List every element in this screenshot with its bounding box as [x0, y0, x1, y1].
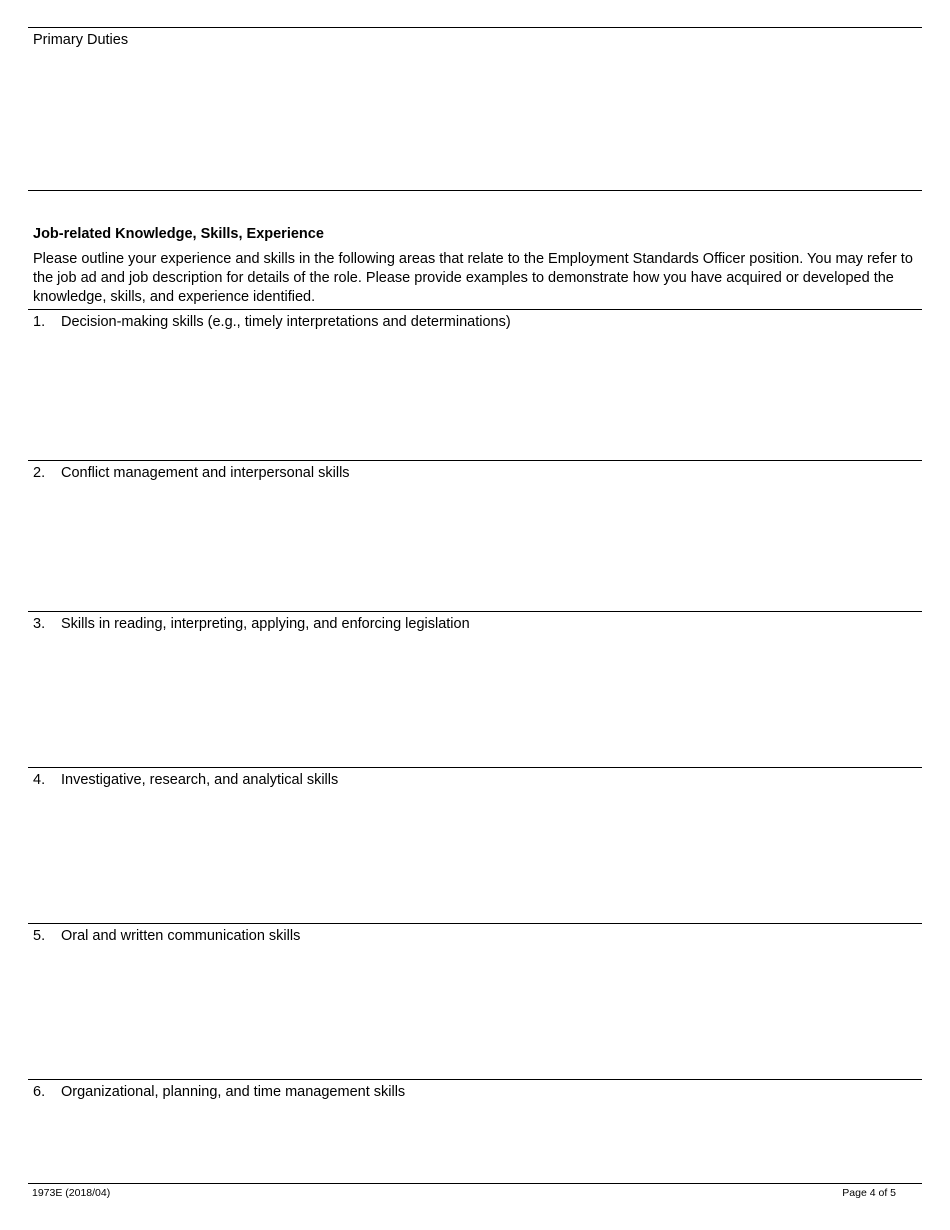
primary-duties-field[interactable]	[28, 28, 922, 190]
question-1-label: Decision-making skills (e.g., timely interpretations and determinations)	[61, 314, 511, 330]
question-6-field[interactable]	[28, 1080, 922, 1183]
question-1-number: 1.	[33, 314, 46, 330]
primary-duties-input[interactable]	[32, 52, 918, 186]
question-3-number: 3.	[33, 616, 46, 632]
question-1-field[interactable]	[28, 310, 922, 460]
question-5-number: 5.	[33, 928, 46, 944]
form-number: 1973E (2018/04)	[32, 1187, 111, 1199]
question-2-label: Conflict management and interpersonal skills	[61, 465, 350, 481]
question-6-number: 6.	[33, 1084, 46, 1100]
section-instructions: Please outline your experience and skills in the following areas that relate to the Employment Standards Officer position. You may refer to the job ad and job description for details of the role. Please provide examples to demonstrate how you have acquired or developed the knowledge, skills, and experience identified.	[33, 251, 913, 305]
question-5-input[interactable]	[32, 948, 918, 1075]
question-6-label: Organizational, planning, and time management skills	[61, 1084, 406, 1100]
question-4-field[interactable]	[28, 768, 922, 923]
question-1-input[interactable]	[32, 334, 918, 456]
question-2-input[interactable]	[32, 485, 918, 607]
question-4-number: 4.	[33, 772, 46, 788]
question-3-input[interactable]	[32, 636, 918, 763]
question-2-field[interactable]	[28, 461, 922, 611]
question-5-field[interactable]	[28, 924, 922, 1079]
question-4-label: Investigative, research, and analytical skills	[61, 772, 339, 788]
primary-duties-label: Primary Duties	[33, 32, 129, 48]
footer-divider	[28, 1183, 922, 1184]
section-heading: Job-related Knowledge, Skills, Experience	[33, 226, 324, 242]
question-2-number: 2.	[33, 465, 46, 481]
question-3-label: Skills in reading, interpreting, applying, and enforcing legislation	[61, 616, 470, 632]
question-5-label: Oral and written communication skills	[61, 928, 301, 944]
primary-duties-bottom-divider	[28, 190, 922, 191]
question-4-input[interactable]	[32, 792, 918, 919]
page-number: Page 4 of 5	[842, 1187, 896, 1199]
question-3-field[interactable]	[28, 612, 922, 767]
question-6-input[interactable]	[32, 1104, 918, 1179]
